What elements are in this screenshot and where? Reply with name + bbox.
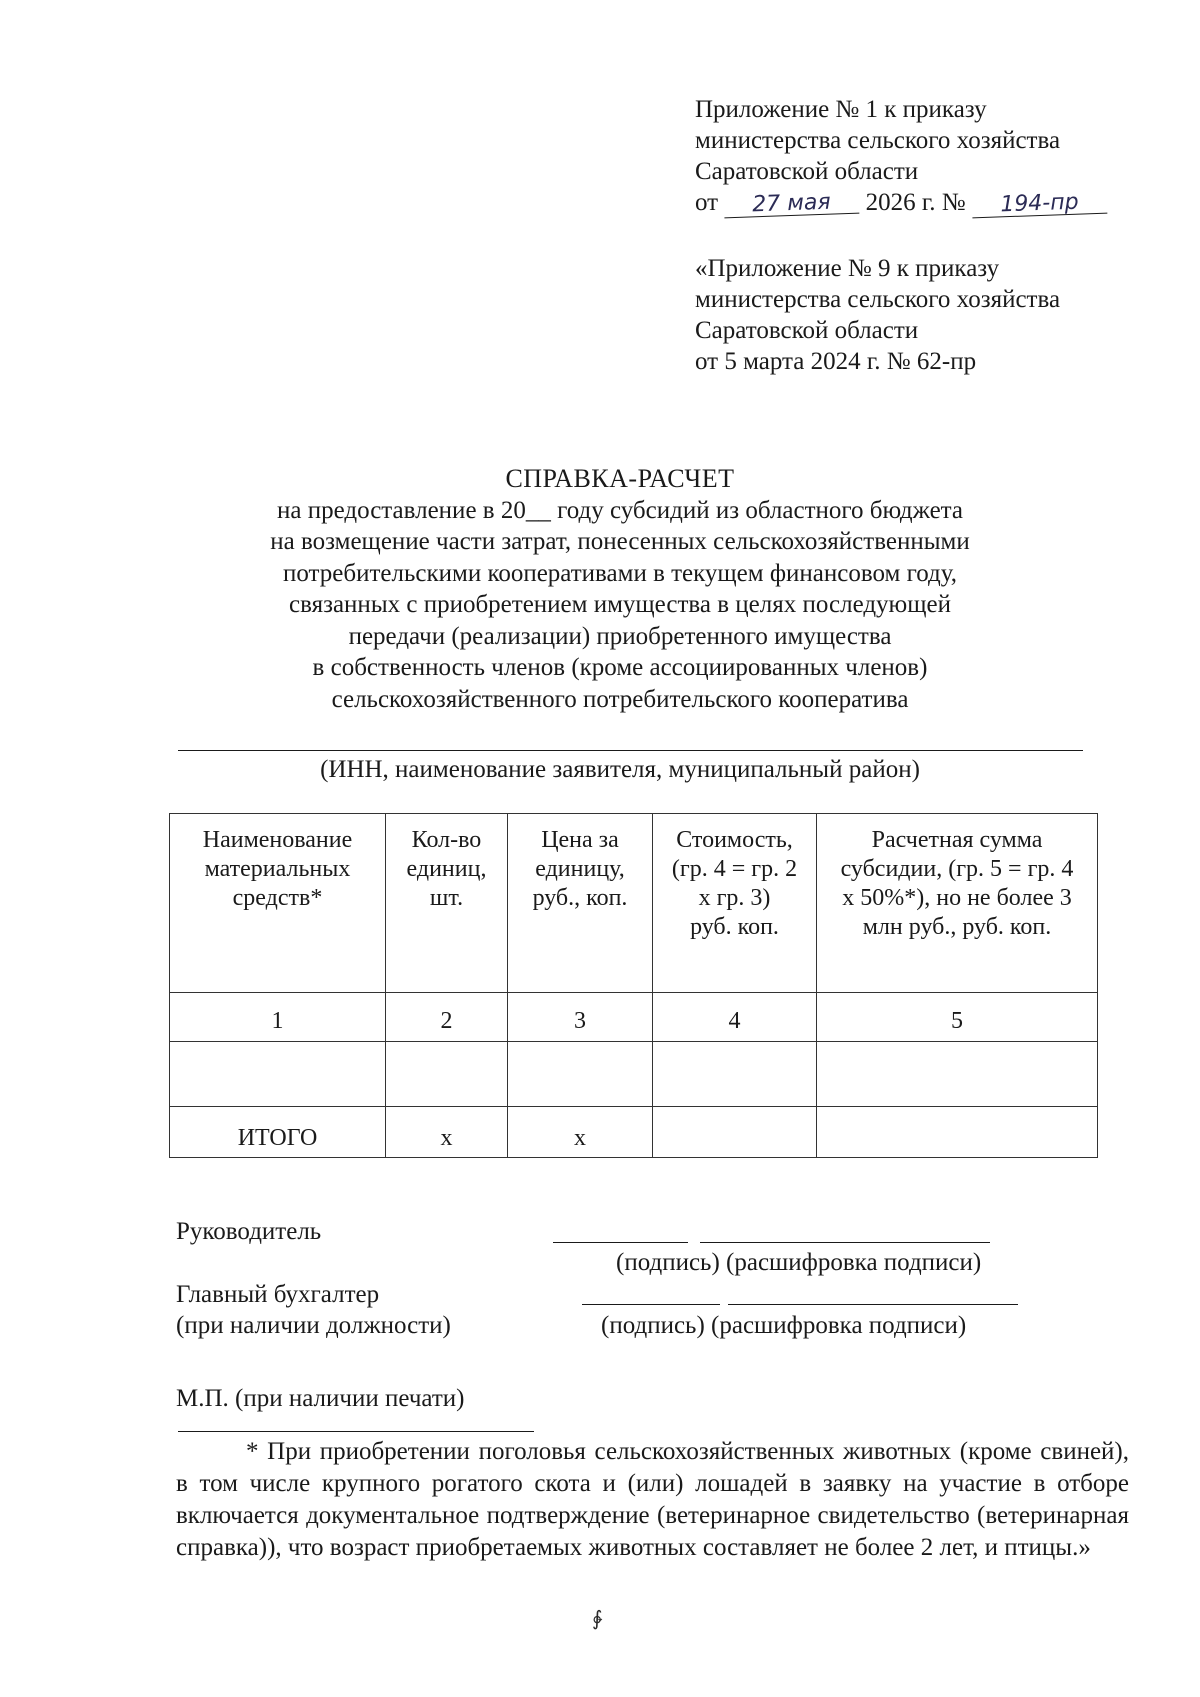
table-column-number-row	[170, 993, 1098, 1042]
approval-1-line-2: министерства сельского хозяйства	[695, 127, 1061, 154]
approval-1-line-1: Приложение № 1 к приказу	[695, 96, 987, 123]
table-cell	[508, 1042, 653, 1107]
header-text: субсидии, (гр. 5 = гр. 4	[840, 856, 1074, 882]
accountant-label-note: (при наличии должности)	[176, 1312, 451, 1339]
header-text: Кол-во	[411, 827, 482, 853]
header-cell-subsidy	[817, 814, 1098, 993]
approval-2-line-3: Саратовской области	[695, 317, 919, 344]
page-mark: ∲	[592, 1606, 603, 1630]
header-text: Наименование	[202, 827, 353, 853]
title-line-3: потребительскими кооперативами в текущем финансовом году,	[283, 559, 957, 587]
title-line-6: в собственность членов (кроме ассоциированных членов)	[312, 654, 928, 681]
header-text: руб., коп.	[532, 885, 628, 911]
table-cell	[653, 1042, 817, 1107]
year-text: 2026 г. №	[865, 189, 966, 216]
applicant-caption: (ИНН, наименование заявителя, муниципальный район)	[320, 756, 920, 783]
header-text: (гр. 4 = гр. 2	[671, 856, 798, 882]
approval-2-line-1: «Приложение № 9 к приказу	[695, 255, 1000, 282]
header-text: х гр. 3)	[698, 885, 771, 911]
approval-2-line-2: министерства сельского хозяйства	[695, 286, 1061, 313]
total-cell	[653, 1107, 817, 1158]
accountant-label: Главный бухгалтер	[176, 1281, 380, 1308]
header-cell-price	[508, 814, 653, 993]
column-number: 2	[386, 993, 508, 1042]
approval-2-line-4: от 5 марта 2024 г. № 62-пр	[695, 348, 977, 375]
header-text: Расчетная сумма	[871, 827, 1043, 853]
accountant-decryption-line	[728, 1304, 1018, 1305]
table-data-row	[170, 1042, 1098, 1107]
header-cell-name	[170, 814, 386, 993]
calculation-table	[169, 813, 1098, 1158]
total-cell: х	[508, 1107, 653, 1158]
column-number: 4	[653, 993, 817, 1042]
head-decryption-line	[700, 1242, 990, 1243]
title-line-4: связанных с приобретением имущества в целях последующей	[289, 591, 951, 618]
approval-block-2	[695, 253, 1155, 377]
column-number: 1	[170, 993, 386, 1042]
title-line-7: сельскохозяйственного потребительского кооператива	[331, 685, 909, 713]
footnote-text: * При приобретении поголовья сельскохозяйственных животных (кроме свиней), в том числе крупного рогатого скота и (или) лошадей в заявку на участие в отборе включается документальное подтверждение (ветеринарное свидетельство (ветеринарная справка)), что возраст приобретаемых животных составляет не более 2 лет, и птицы.»	[176, 1438, 1129, 1561]
title-line-5: передачи (реализации) приобретенного имущества	[348, 622, 892, 650]
document-heading: СПРАВКА-РАСЧЕТ	[505, 464, 735, 493]
header-text: материальных	[204, 856, 351, 882]
document-title-block	[160, 463, 1080, 715]
total-cell	[817, 1107, 1098, 1158]
head-signature-caption: (подпись) (расшифровка подписи)	[616, 1249, 982, 1276]
title-line-1: на предоставление в 20__ году субсидий из областного бюджета	[277, 496, 963, 524]
header-text: единицу,	[535, 856, 625, 882]
total-label: ИТОГО	[170, 1107, 386, 1158]
accountant-signature-caption: (подпись) (расшифровка подписи)	[601, 1312, 967, 1339]
column-number: 3	[508, 993, 653, 1042]
header-text: руб. коп.	[690, 914, 779, 940]
approval-1-line-3: Саратовской области	[695, 158, 919, 185]
header-text: средств*	[232, 885, 323, 911]
date-prefix: от	[695, 189, 719, 216]
accountant-signature-line	[582, 1304, 720, 1305]
column-number: 5	[817, 993, 1098, 1042]
header-text: Стоимость,	[676, 827, 793, 853]
table-cell	[817, 1042, 1098, 1107]
head-signature-line	[553, 1242, 688, 1243]
table-cell	[170, 1042, 386, 1107]
header-text: единиц,	[406, 856, 487, 882]
title-line-2: на возмещение части затрат, понесенных сельскохозяйственными	[270, 528, 970, 555]
header-cell-cost	[653, 814, 817, 993]
footnote-rule	[178, 1431, 534, 1432]
header-text: х 50%*), но не более 3	[842, 885, 1072, 911]
header-text: млн руб., руб. коп.	[862, 914, 1052, 940]
table-header-row	[170, 814, 1098, 993]
applicant-fill-line	[178, 750, 1083, 751]
table-total-row	[170, 1107, 1098, 1158]
header-text: шт.	[429, 885, 464, 911]
header-text: Цена за	[541, 827, 619, 853]
head-label: Руководитель	[176, 1218, 322, 1245]
handwritten-number: 194-пр	[972, 191, 1108, 219]
seal-label: М.П. (при наличии печати)	[176, 1385, 465, 1412]
approval-block-1	[695, 94, 1155, 218]
handwritten-date: 27 мая	[724, 191, 860, 219]
approval-1-date-line	[695, 187, 1155, 218]
table-cell	[386, 1042, 508, 1107]
header-cell-quantity	[386, 814, 508, 993]
total-cell: х	[386, 1107, 508, 1158]
